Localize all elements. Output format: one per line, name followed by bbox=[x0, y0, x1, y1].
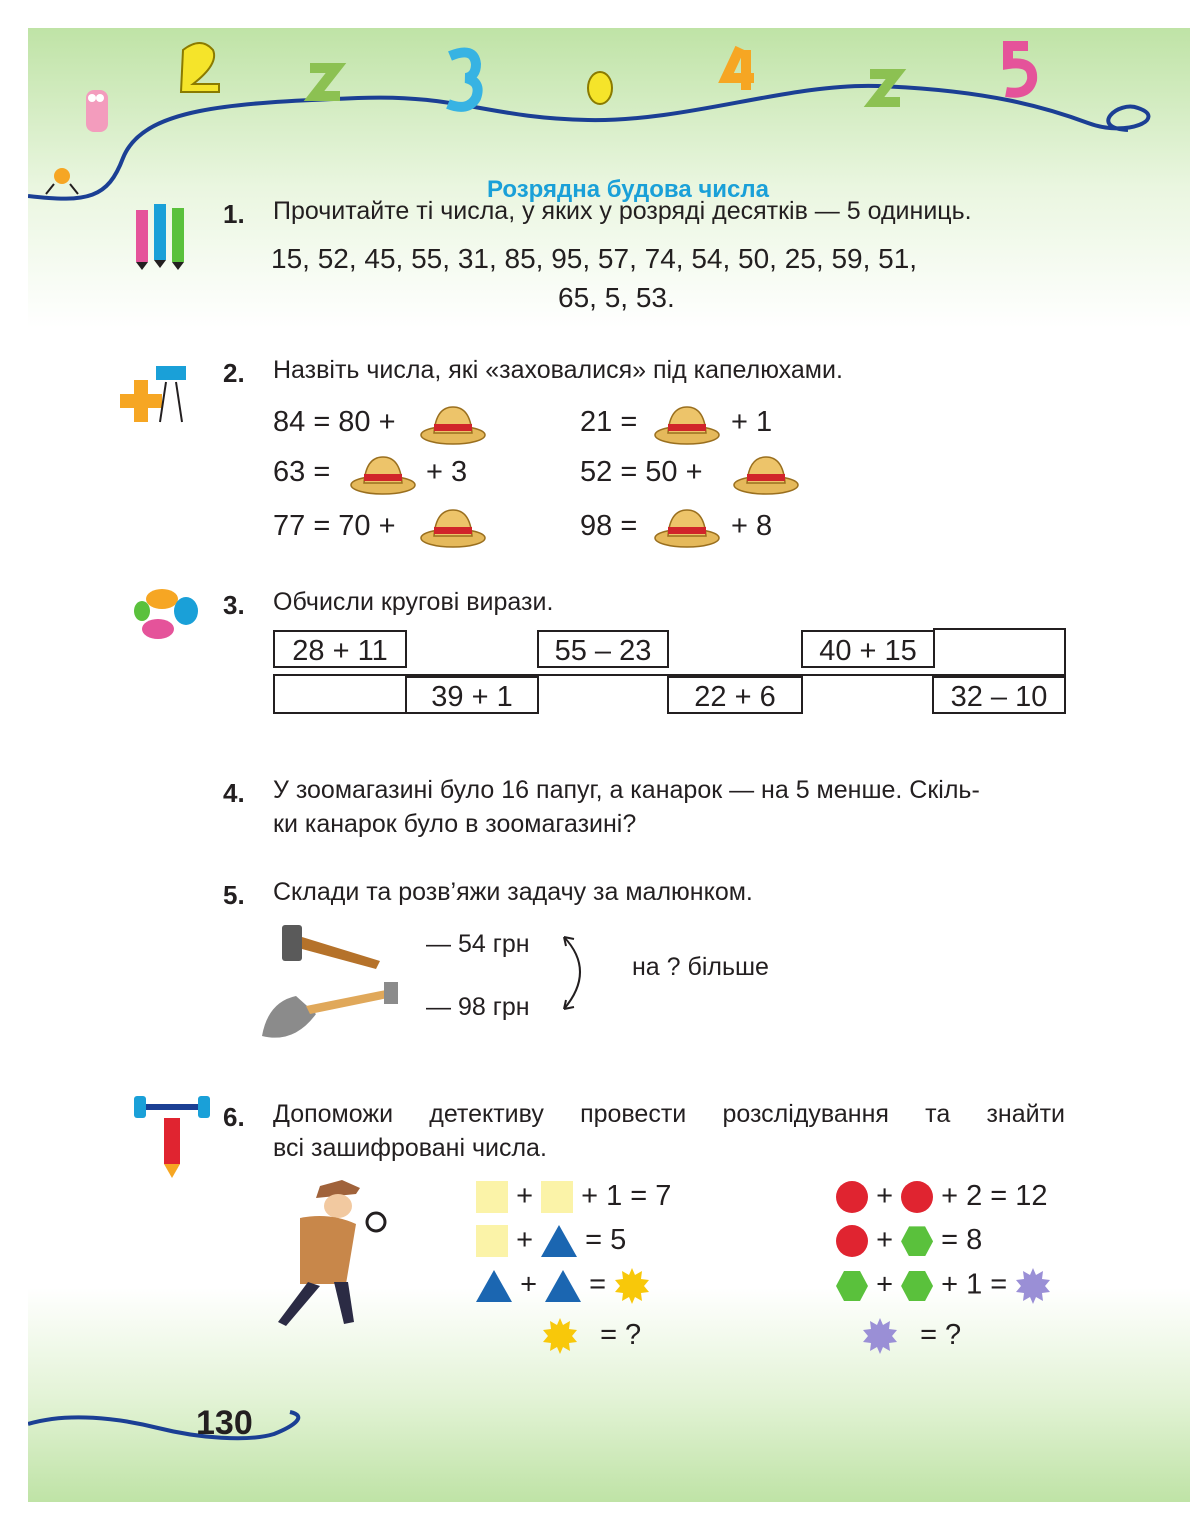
right-equation-3 bbox=[836, 1268, 1051, 1304]
page-title: Розрядна будова числа bbox=[486, 176, 769, 203]
task6-line2: всі зашифровані числа. bbox=[273, 1134, 547, 1162]
compare-arrow-icon bbox=[558, 933, 598, 1013]
hat-icon bbox=[733, 455, 799, 495]
circle-icon bbox=[901, 1181, 933, 1213]
pencils-icon bbox=[128, 200, 200, 272]
question-text: = ? bbox=[920, 1318, 962, 1351]
hat-icon bbox=[420, 508, 486, 548]
detective-illustration bbox=[260, 1178, 390, 1328]
chain-right-edge bbox=[1064, 628, 1066, 676]
square-icon bbox=[476, 1181, 508, 1213]
equation-52-left: 52 = 50 + bbox=[580, 456, 703, 488]
star-icon bbox=[862, 1318, 898, 1354]
hat-icon bbox=[350, 455, 416, 495]
equation-rest: = 8 bbox=[941, 1224, 983, 1256]
triangle-icon bbox=[541, 1225, 577, 1257]
equation-rest: + 1 = bbox=[941, 1268, 1008, 1301]
shovel-price: — 98 грн bbox=[426, 993, 530, 1021]
hammer-price: — 54 грн bbox=[426, 930, 530, 958]
task1-number: 1. bbox=[223, 199, 245, 229]
numeral-five-character bbox=[1006, 46, 1032, 93]
chain-right-top bbox=[933, 628, 1066, 630]
sun-icon bbox=[542, 1318, 578, 1354]
page-number: 130 bbox=[196, 1404, 253, 1442]
task6-line1: Допоможи детективу провести розслідування та знайти bbox=[273, 1100, 1065, 1128]
task2-text: Назвіть числа, які «заховалися» під капелюхами. bbox=[273, 356, 843, 384]
plus-sign: + bbox=[516, 1180, 533, 1212]
task4-number: 4. bbox=[223, 778, 245, 808]
task3-number: 3. bbox=[223, 590, 245, 620]
fish-circle-icon bbox=[132, 583, 206, 647]
numeral-zero-character bbox=[588, 72, 612, 104]
square-icon bbox=[476, 1225, 508, 1257]
equation-84 bbox=[273, 406, 396, 439]
task4-line2: ки канарок було в зоомагазині? bbox=[273, 810, 637, 838]
plus-sign: + bbox=[876, 1224, 893, 1256]
right-equation-2 bbox=[836, 1224, 982, 1257]
numeral-z-character bbox=[310, 68, 340, 96]
left-equation-2 bbox=[476, 1224, 626, 1257]
hexagon-icon bbox=[901, 1271, 933, 1301]
plus-sign: + bbox=[516, 1224, 533, 1256]
task6-number: 6. bbox=[223, 1102, 245, 1132]
expression-box: 55 – 23 bbox=[537, 630, 669, 668]
expression-box: 28 + 11 bbox=[273, 630, 407, 668]
equation-63-left: 63 = bbox=[273, 456, 331, 488]
plus-sign: + bbox=[876, 1180, 893, 1212]
right-question bbox=[862, 1318, 961, 1354]
equation-21-right: + 1 bbox=[731, 406, 773, 438]
expression-box: 39 + 1 bbox=[405, 676, 539, 714]
equation-77-left: 77 = 70 + bbox=[273, 510, 396, 542]
equation-63-right: + 3 bbox=[426, 456, 468, 488]
hat-icon bbox=[654, 405, 720, 445]
page bbox=[28, 28, 1190, 1502]
equation-63 bbox=[273, 456, 330, 489]
chain-left-bottom bbox=[273, 712, 407, 714]
hammer-icon bbox=[276, 923, 384, 975]
equation-98-left: 98 = bbox=[580, 510, 638, 542]
expression-box: 22 + 6 bbox=[667, 676, 803, 714]
equation-rest: + 2 = 12 bbox=[941, 1180, 1048, 1212]
equals-sign: = bbox=[589, 1268, 607, 1301]
equation-77 bbox=[273, 510, 396, 543]
numeral-four-character bbox=[726, 48, 754, 90]
right-equation-1 bbox=[836, 1180, 1048, 1213]
equation-84-left: 84 = 80 + bbox=[273, 406, 396, 438]
expression-box: 40 + 15 bbox=[801, 630, 935, 668]
task2-number: 2. bbox=[223, 358, 245, 388]
task1-numbers-line1: 15, 52, 45, 55, 31, 85, 95, 57, 74, 54, 50, 25, 59, 51, bbox=[271, 243, 918, 274]
task5-number: 5. bbox=[223, 880, 245, 910]
task3-text: Обчисли кругові вирази. bbox=[273, 588, 554, 616]
footer-wave bbox=[28, 1398, 328, 1458]
compare-text: на ? більше bbox=[632, 953, 769, 981]
plus-sign: + bbox=[520, 1268, 537, 1301]
pencil-weightlifter-icon bbox=[132, 1096, 212, 1180]
question-text: = ? bbox=[600, 1318, 642, 1351]
circle-icon bbox=[836, 1225, 868, 1257]
hat-icon bbox=[420, 405, 486, 445]
numeral-two-character bbox=[181, 43, 219, 92]
sun-icon bbox=[614, 1268, 650, 1304]
hat-icon bbox=[654, 508, 720, 548]
square-icon bbox=[541, 1181, 573, 1213]
task4-line1: У зоомагазині було 16 папуг, а канарок — на 5 менше. Скіль- bbox=[273, 776, 980, 804]
numeral-one-character bbox=[86, 90, 108, 132]
shovel-icon bbox=[258, 978, 406, 1048]
left-equation-3 bbox=[476, 1268, 650, 1304]
chain-left-edge bbox=[273, 674, 275, 714]
hexagon-icon bbox=[901, 1226, 933, 1256]
chain-middle-line bbox=[273, 674, 1066, 676]
left-question bbox=[542, 1318, 641, 1354]
expression-box: 32 – 10 bbox=[932, 676, 1066, 714]
left-equation-1 bbox=[476, 1180, 671, 1213]
numeral-three-character bbox=[448, 52, 478, 106]
triangle-icon bbox=[476, 1270, 512, 1302]
plus-sign: + bbox=[876, 1268, 893, 1301]
triangle-icon bbox=[545, 1270, 581, 1302]
task1-text: Прочитайте ті числа, у яких у розряді десятків — 5 одиниць. bbox=[273, 197, 972, 225]
equation-rest: + 1 = 7 bbox=[581, 1180, 672, 1212]
equation-21-left: 21 = bbox=[580, 406, 638, 438]
task1-numbers-line2: 65, 5, 53. bbox=[558, 282, 675, 313]
equation-98-right: + 8 bbox=[731, 510, 773, 542]
task5-text: Склади та розв’яжи задачу за малюнком. bbox=[273, 878, 753, 906]
equation-rest: = 5 bbox=[585, 1224, 627, 1256]
plus-minus-characters-icon bbox=[116, 360, 192, 436]
circle-icon bbox=[836, 1181, 868, 1213]
hexagon-icon bbox=[836, 1271, 868, 1301]
star-icon bbox=[1015, 1268, 1051, 1304]
